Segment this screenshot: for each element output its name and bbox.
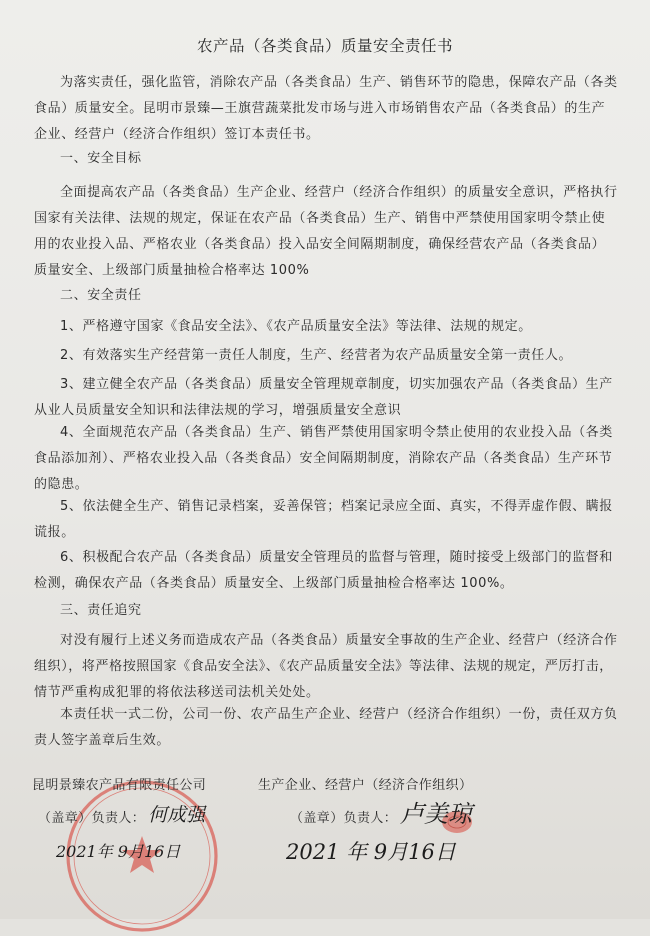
responsibility-item-5: 5、依法健全生产、销售记录档案，妥善保管；档案记录应全面、真实，不得弄虚作假、瞒报谎报。 (34, 499, 613, 540)
right-sign-date: 2021 年 9月16日 (286, 840, 456, 864)
responsibility-item-3: 3、建立健全农产品（各类食品）质量安全管理规章制度，切实加强农产品（各类食品）生产从业人员质量安全知识和法律法规的学习，增强质量安全意识 (34, 377, 613, 418)
responsibility-item-1: 1、严格遵守国家《食品安全法》、《农产品质量安全法》等法律、法规的规定。 (60, 319, 532, 334)
accountability-paragraph: 对没有履行上述义务而造成农产品（各类食品）质量安全事故的生产企业、经营户（经济合作组织），将严格按照国家《食品安全法》、《农产品质量安全法》等法律、法规的规定，严厉打击，情节严重构成犯罪的将依法移送司法机关处处。 (34, 633, 618, 700)
section-heading-accountability: 三、责任追究 (60, 603, 142, 618)
responsibility-item-4: 4、全面规范农产品（各类食品）生产、销售严禁使用国家明令禁止使用的农业投入品（各类食品添加剂）、严格农业投入品（各类食品）安全间隔期制度，消除农产品（各类食品）生产环节的隐患。 (34, 425, 613, 492)
right-party-name: 生产企业、经营户（经济合作组织） (258, 778, 473, 793)
responsibility-item-2: 2、有效落实生产经营第一责任人制度，生产、经营者为农产品质量安全第一责任人。 (60, 348, 573, 363)
responsibility-item-6: 6、积极配合农产品（各类食品）质量安全管理员的监督与管理，随时接受上级部门的监督和检测，确保农产品（各类食品）质量安全、上级部门质量抽检合格率达 100%。 (34, 550, 613, 591)
right-signer-label: （盖章）负责人： (290, 811, 398, 826)
right-signature: 卢美琼 (400, 800, 472, 828)
left-signer-label: （盖章）负责人： (38, 811, 146, 826)
intro-paragraph: 为落实责任，强化监管，消除农产品（各类食品）生产、销售环节的隐患，保障农产品（各类食品）质量安全。昆明市景臻—王旗营蔬菜批发市场与进入市场销售农产品（各类食品）的生产企业、经营户（经济合作组织）签订本责任书。 (34, 75, 618, 142)
effectiveness-paragraph: 本责任状一式二份，公司一份、农产品生产企业、经营户（经济合作组织）一份，责任双方负责人签字盖章后生效。 (34, 707, 618, 748)
left-signature: 何成强 (148, 804, 206, 826)
goals-paragraph: 全面提高农产品（各类食品）生产企业、经营户（经济合作组织）的质量安全意识，严格执行国家有关法律、法规的规定，保证在农产品（各类食品）生产、销售中严禁使用国家明令禁止使用的农业投入品、严格农业（各类食品）投入品安全间隔期制度，确保经营农产品（各类食品）质量安全、上级部门质量抽检合格率达 100% (34, 185, 618, 278)
section-heading-goals: 一、安全目标 (60, 151, 142, 166)
left-party-name: 昆明景臻农产品有限责任公司 (32, 778, 207, 793)
section-heading-responsibilities: 二、安全责任 (60, 288, 142, 303)
left-sign-date: 2021年 9月16日 (56, 842, 181, 861)
document-title: 农产品（各类食品）质量安全责任书 (196, 37, 453, 55)
